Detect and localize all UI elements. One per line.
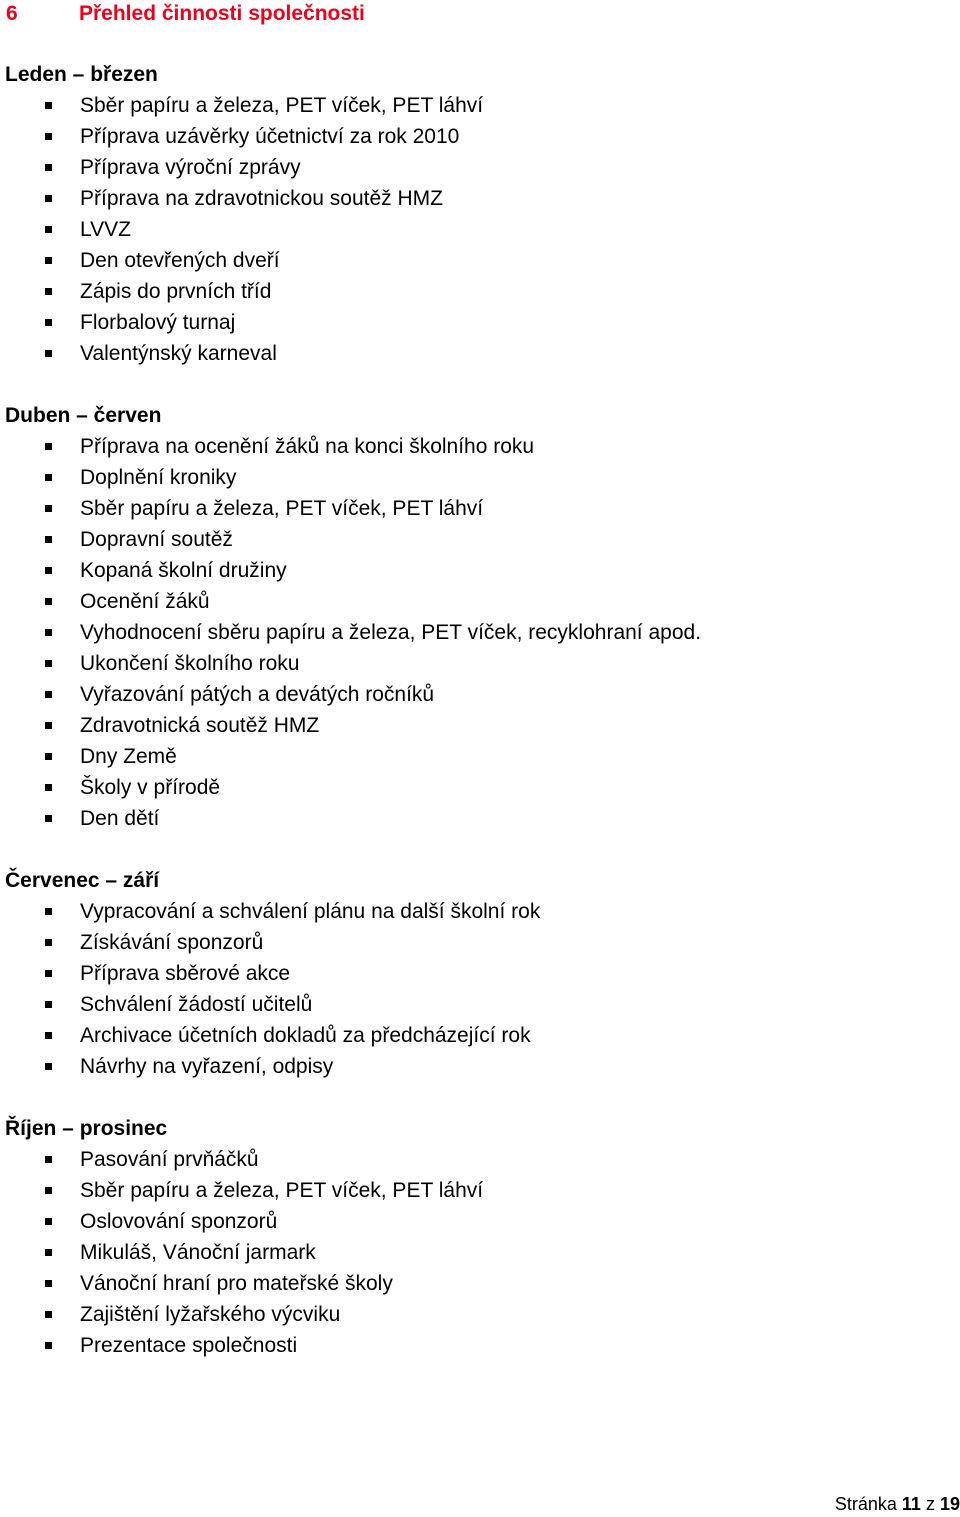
square-bullet-icon xyxy=(45,474,52,481)
activity-text: Doplnění kroniky xyxy=(80,466,237,489)
square-bullet-icon xyxy=(45,1001,52,1008)
activity-item xyxy=(5,741,955,772)
activity-item xyxy=(5,90,955,121)
activity-text: Den dětí xyxy=(80,807,160,830)
square-bullet-icon xyxy=(45,1063,52,1070)
activity-text: Získávání sponzorů xyxy=(80,931,264,954)
square-bullet-icon xyxy=(45,288,52,295)
activity-list xyxy=(5,431,955,834)
activity-text: Zajištění lyžařského výcviku xyxy=(80,1303,341,1326)
activity-item xyxy=(5,1051,955,1082)
activity-text: Příprava výroční zprávy xyxy=(80,156,301,179)
activity-text: Návrhy na vyřazení, odpisy xyxy=(80,1055,334,1078)
period-title: Říjen – prosinec xyxy=(5,1117,168,1140)
square-bullet-icon xyxy=(45,1032,52,1039)
activity-text: Vyřazování pátých a devátých ročníků xyxy=(80,683,435,706)
square-bullet-icon xyxy=(45,1187,52,1194)
activity-item xyxy=(5,1144,955,1175)
page-number: 11 xyxy=(901,1494,921,1514)
activity-text: Ukončení školního roku xyxy=(80,652,300,675)
activity-text: Sběr papíru a železa, PET víček, PET láhví xyxy=(80,1179,484,1202)
activity-text: Kopaná školní družiny xyxy=(80,559,287,582)
activity-text: Ocenění žáků xyxy=(80,590,210,613)
square-bullet-icon xyxy=(45,1156,52,1163)
activity-item xyxy=(5,276,955,307)
activity-text: Dopravní soutěž xyxy=(80,528,233,551)
square-bullet-icon xyxy=(45,970,52,977)
activity-item xyxy=(5,307,955,338)
activity-text: Zdravotnická soutěž HMZ xyxy=(80,714,320,737)
activity-text: Schválení žádostí učitelů xyxy=(80,993,313,1016)
activity-item xyxy=(5,245,955,276)
page-label: Stránka xyxy=(834,1494,897,1514)
period-section xyxy=(5,59,955,369)
square-bullet-icon xyxy=(45,257,52,264)
square-bullet-icon xyxy=(45,195,52,202)
activity-list xyxy=(5,896,955,1082)
square-bullet-icon xyxy=(45,102,52,109)
square-bullet-icon xyxy=(45,443,52,450)
square-bullet-icon xyxy=(45,1342,52,1349)
activity-text: Oslovování sponzorů xyxy=(80,1210,278,1233)
square-bullet-icon xyxy=(45,536,52,543)
square-bullet-icon xyxy=(45,815,52,822)
activity-text: Dny Země xyxy=(80,745,177,768)
square-bullet-icon xyxy=(45,350,52,357)
activity-text: Příprava sběrové akce xyxy=(80,962,291,985)
square-bullet-icon xyxy=(45,753,52,760)
period-title: Duben – červen xyxy=(5,404,162,427)
activity-item xyxy=(5,710,955,741)
activity-text: Vánoční hraní pro mateřské školy xyxy=(80,1272,393,1295)
square-bullet-icon xyxy=(45,629,52,636)
period-section xyxy=(5,865,955,1082)
activity-item xyxy=(5,524,955,555)
activity-text: LVVZ xyxy=(80,218,131,241)
activity-text: Sběr papíru a železa, PET víček, PET láhví xyxy=(80,497,484,520)
activity-text: Vyhodnocení sběru papíru a železa, PET víček, recyklohraní apod. xyxy=(80,621,702,644)
period-title: Červenec – září xyxy=(5,869,160,892)
period-section xyxy=(5,1113,955,1361)
square-bullet-icon xyxy=(45,1280,52,1287)
activity-item xyxy=(5,462,955,493)
activity-item xyxy=(5,555,955,586)
activity-list xyxy=(5,90,955,369)
activity-item xyxy=(5,989,955,1020)
activity-item xyxy=(5,152,955,183)
square-bullet-icon xyxy=(45,939,52,946)
activity-item xyxy=(5,772,955,803)
square-bullet-icon xyxy=(45,226,52,233)
activity-item xyxy=(5,493,955,524)
period-title: Leden – březen xyxy=(5,63,158,86)
square-bullet-icon xyxy=(45,1249,52,1256)
activity-text: Prezentace společnosti xyxy=(80,1334,298,1357)
square-bullet-icon xyxy=(45,1218,52,1225)
activity-text: Příprava na zdravotnickou soutěž HMZ xyxy=(80,187,443,210)
square-bullet-icon xyxy=(45,319,52,326)
activity-text: Valentýnský karneval xyxy=(80,342,277,365)
activity-item xyxy=(5,617,955,648)
activity-item xyxy=(5,679,955,710)
activity-item xyxy=(5,958,955,989)
activity-item xyxy=(5,586,955,617)
activity-item xyxy=(5,803,955,834)
page-of-label: z xyxy=(925,1494,935,1514)
activity-item xyxy=(5,648,955,679)
activity-item xyxy=(5,1268,955,1299)
activity-item xyxy=(5,927,955,958)
activity-item xyxy=(5,1175,955,1206)
chapter-number: 6 xyxy=(6,2,18,25)
square-bullet-icon xyxy=(45,1311,52,1318)
activity-item xyxy=(5,121,955,152)
activity-item xyxy=(5,1237,955,1268)
activity-text: Sběr papíru a železa, PET víček, PET láhví xyxy=(80,94,484,117)
activity-item xyxy=(5,896,955,927)
activity-text: Příprava na ocenění žáků na konci školního roku xyxy=(80,435,535,458)
square-bullet-icon xyxy=(45,691,52,698)
activity-text: Vypracování a schválení plánu na další školní rok xyxy=(80,900,541,923)
page-footer xyxy=(835,1491,960,1517)
activity-text: Mikuláš, Vánoční jarmark xyxy=(80,1241,316,1264)
activity-item xyxy=(5,183,955,214)
activity-item xyxy=(5,1020,955,1051)
square-bullet-icon xyxy=(45,164,52,171)
activity-item xyxy=(5,338,955,369)
chapter-heading xyxy=(6,0,365,28)
square-bullet-icon xyxy=(45,598,52,605)
square-bullet-icon xyxy=(45,784,52,791)
page-total: 19 xyxy=(939,1494,960,1514)
chapter-title: Přehled činnosti společnosti xyxy=(79,2,365,25)
square-bullet-icon xyxy=(45,567,52,574)
square-bullet-icon xyxy=(45,505,52,512)
square-bullet-icon xyxy=(45,660,52,667)
activity-text: Archivace účetních dokladů za předcházející rok xyxy=(80,1024,531,1047)
activity-text: Zápis do prvních tříd xyxy=(80,280,272,303)
activity-item xyxy=(5,431,955,462)
activity-item xyxy=(5,214,955,245)
activity-text: Den otevřených dveří xyxy=(80,249,280,272)
activity-item xyxy=(5,1206,955,1237)
activity-text: Pasování prvňáčků xyxy=(80,1148,259,1171)
activity-overview xyxy=(5,59,955,1392)
activity-list xyxy=(5,1144,955,1361)
square-bullet-icon xyxy=(45,908,52,915)
activity-text: Florbalový turnaj xyxy=(80,311,236,334)
square-bullet-icon xyxy=(45,722,52,729)
activity-text: Příprava uzávěrky účetnictví za rok 2010 xyxy=(80,125,460,148)
activity-text: Školy v přírodě xyxy=(80,776,221,799)
square-bullet-icon xyxy=(45,133,52,140)
activity-item xyxy=(5,1299,955,1330)
period-section xyxy=(5,400,955,834)
activity-item xyxy=(5,1330,955,1361)
